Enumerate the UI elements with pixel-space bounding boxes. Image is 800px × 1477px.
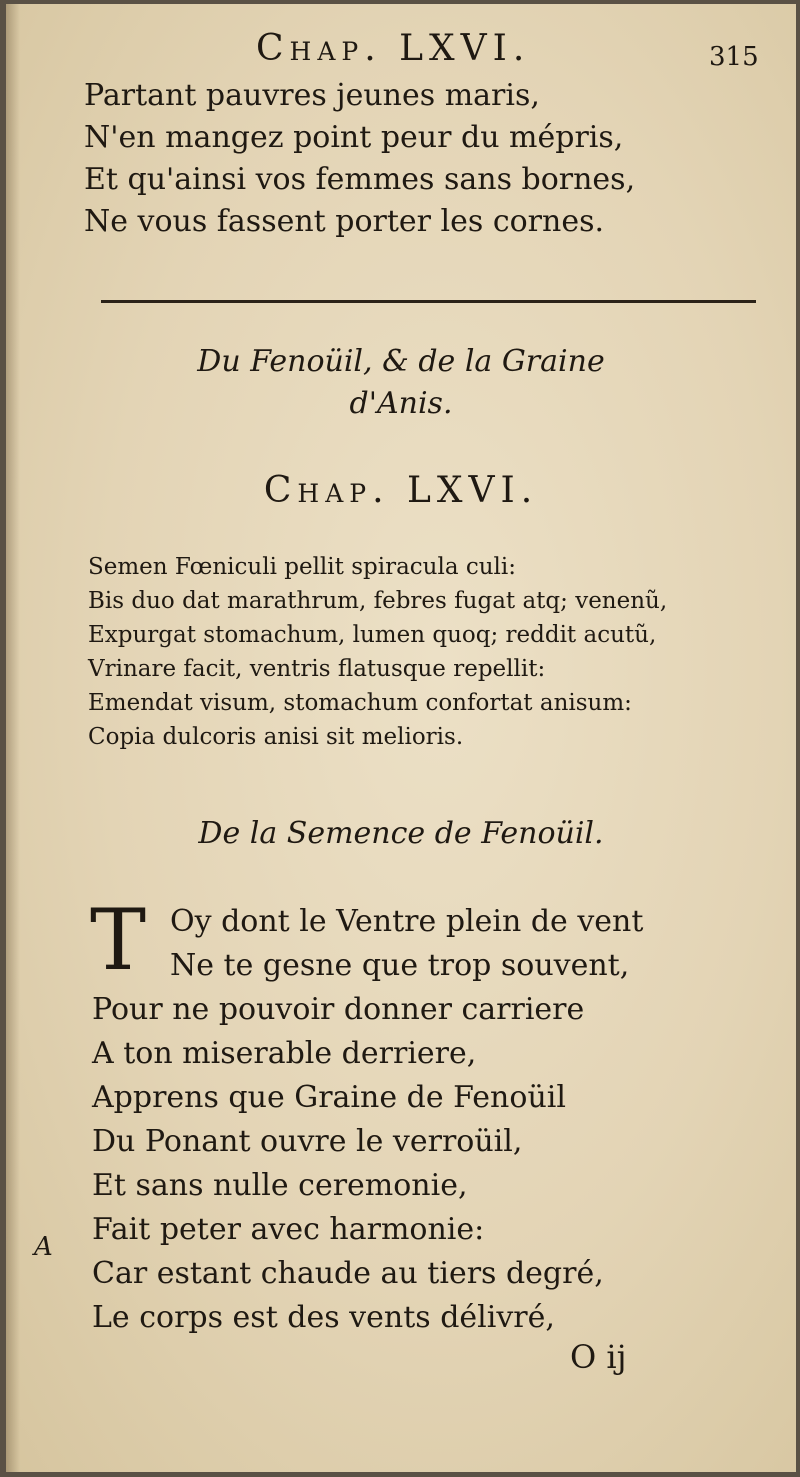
latin-verse-line: Vrinare facit, ventris flatusque repellit: [88, 656, 546, 682]
verse-line: Le corps est des vents délivré, [92, 1300, 555, 1335]
drop-cap: T [90, 891, 147, 989]
signature-mark: O ij [570, 1338, 627, 1376]
chapter-title: Chap. LXVI. [263, 470, 539, 511]
book-page [6, 4, 796, 1472]
verse-line: Fait peter avec harmonie: [92, 1212, 485, 1247]
running-head [6, 28, 796, 78]
latin-verse-line: Emendat visum, stomachum confortat anisum: [88, 690, 632, 716]
latin-verse-line: Expurgat stomachum, lumen quoq; reddit acutũ, [88, 622, 657, 648]
verse-line: Ne te gesne que trop souvent, [170, 948, 630, 983]
latin-verse-line: Semen Fœniculi pellit spiracula culi: [88, 554, 517, 580]
running-head-title: Chap. LXVI. [256, 28, 531, 69]
section-divider [101, 300, 756, 303]
page-gutter-shadow [6, 4, 20, 1472]
verse-line: Du Ponant ouvre le verroüil, [92, 1124, 523, 1159]
page-number: 315 [709, 42, 759, 72]
verse-line: Oy dont le Ventre plein de vent [170, 904, 644, 939]
verse-line: Ne vous fassent porter les cornes. [84, 204, 605, 239]
verse-line: Pour ne pouvoir donner carriere [92, 992, 585, 1027]
verse-line: Car estant chaude au tiers degré, [92, 1256, 604, 1291]
verse-line: Et qu'ainsi vos femmes sans bornes, [84, 162, 636, 197]
latin-verse-line: Copia dulcoris anisi sit melioris. [88, 724, 464, 750]
latin-verse-line: Bis duo dat marathrum, febres fugat atq; venenũ, [88, 588, 668, 614]
verse-line: N'en mangez point peur du mépris, [84, 120, 624, 155]
verse-line: Et sans nulle ceremonie, [92, 1168, 468, 1203]
verse-line: A ton miserable derriere, [92, 1036, 477, 1071]
section-heading-line1: Du Fenoüil, & de la Graine [197, 344, 605, 379]
verse-line: Partant pauvres jeunes maris, [84, 78, 540, 113]
verse-line: Apprens que Graine de Fenoüil [92, 1080, 566, 1115]
marginal-mark: A [34, 1232, 53, 1262]
section-heading-line2: d'Anis. [349, 386, 453, 421]
sub-heading: De la Semence de Fenoüil. [198, 816, 604, 851]
